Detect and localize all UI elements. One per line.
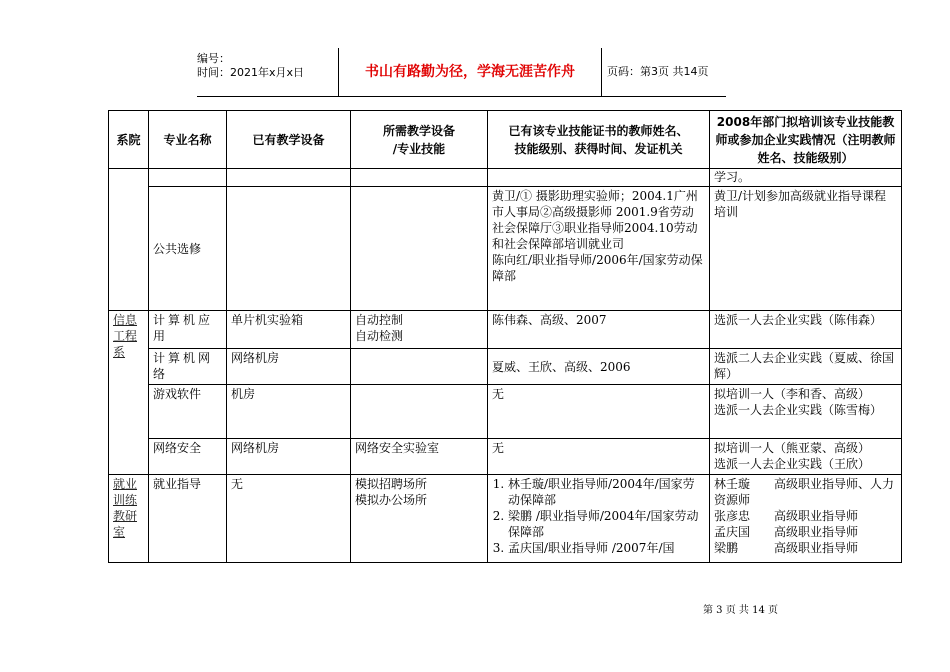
cell-plan: 选派二人去企业实践（夏威、徐国辉）: [710, 349, 902, 385]
cell-plan: 拟培训一人（熊亚蒙、高级） 选派一人去企业实践（王欣）: [710, 439, 902, 475]
cell-equipment: 单片机实验箱: [227, 311, 351, 349]
cell-needed: 网络安全实验室: [351, 439, 488, 475]
table-row: [109, 439, 902, 475]
cell-plan: 林壬璇 高级职业指导师、人力资源师 张彦忠 高级职业指导师 孟庆国 高级职业指导师 梁鹏 高级职业指导师: [710, 475, 902, 563]
cell-plan: 拟培训一人（李和香、高级） 选派一人去企业实践（陈雪梅）: [710, 385, 902, 439]
header-plan: 2008年部门拟培训该专业技能教师或参加企业实践情况（注明教师姓名、技能级别）: [710, 111, 902, 169]
cell-empty: [227, 169, 351, 187]
number-label: 编号：: [197, 52, 230, 65]
header-needed-line2: /专业技能: [392, 141, 446, 156]
list-item: 2. 梁鹏 /职业指导师/2004年/国家劳动保障部: [508, 508, 705, 540]
dept-info: 信息工程系: [109, 311, 149, 475]
dept-job: 就业训练教研室: [109, 475, 149, 563]
list-item: 3. 孟庆国/职业指导师 /2007年/国: [508, 540, 705, 556]
dept-cell-empty: [109, 169, 149, 311]
header-page-label: 页码：第3页 共14页: [607, 65, 709, 78]
header-teachers: [488, 111, 710, 169]
cell-teachers: [488, 475, 710, 563]
table-header-row: [109, 111, 902, 169]
header-dept: 系院: [109, 111, 149, 169]
cell-equipment: 机房: [227, 385, 351, 439]
cell-needed: 模拟招聘场所 模拟办公场所: [351, 475, 488, 563]
cell-major: 公共选修: [149, 187, 227, 311]
table-row: [109, 187, 902, 311]
header-equipment: 已有教学设备: [227, 111, 351, 169]
table-row: [109, 385, 902, 439]
teachers-list: [492, 476, 705, 556]
page-footer: 第 3 页 共 14 页: [703, 605, 778, 616]
cell-empty: [351, 169, 488, 187]
cell-teachers: 陈伟森、高级、2007: [488, 311, 710, 349]
cell-equipment: 网络机房: [227, 439, 351, 475]
table-row: [109, 475, 902, 563]
cell-major: 游戏软件: [149, 385, 227, 439]
header-meta: [197, 48, 339, 96]
list-item: 1. 林壬璇/职业指导师/2004年/国家劳动保障部: [508, 476, 705, 508]
table-row: [109, 169, 902, 187]
page-header: [197, 48, 726, 96]
header-needed-line1: 所需教学设备: [382, 123, 455, 138]
cell-empty: [488, 169, 710, 187]
header-major: 专业名称: [149, 111, 227, 169]
cell-needed: 自动控制 自动检测: [351, 311, 488, 349]
cell-equipment: 无: [227, 475, 351, 563]
cell-equipment: 网络机房: [227, 349, 351, 385]
cell-empty: [149, 169, 227, 187]
cell-plan: 选派一人去企业实践（陈伟森）: [710, 311, 902, 349]
cell-major: 计算机网络: [149, 349, 227, 385]
header-teachers-line1: 已有该专业技能证书的教师姓名、: [508, 123, 689, 138]
cell-empty: [351, 187, 488, 311]
header-teachers-line2: 技能级别、获得时间、发证机关: [514, 141, 683, 156]
cell-major: 就业指导: [149, 475, 227, 563]
table-row: [109, 311, 902, 349]
cell-teachers: [488, 187, 710, 311]
cell-needed: [351, 385, 488, 439]
cell-major: 网络安全: [149, 439, 227, 475]
date-label: 时间：2021年x月x日: [197, 66, 305, 79]
header-motto: 书山有路勤为径，学海无涯苦作舟: [339, 48, 602, 96]
cell-major: 计算机应用: [149, 311, 227, 349]
cell-plan: 黄卫/计划参加高级就业指导课程培训: [710, 187, 902, 311]
cell-teachers: 无: [488, 439, 710, 475]
cell-teachers-part2: 陈向红/职业指导师/2006年/国家劳动保障部: [492, 253, 703, 283]
training-table: [108, 110, 902, 563]
cell-empty: [227, 187, 351, 311]
cell-teachers: 夏威、王欣、高级、2006: [488, 349, 710, 385]
header-needed: [351, 111, 488, 169]
table-row: [109, 349, 902, 385]
cell-plan: 学习。: [710, 169, 902, 187]
header-divider: [197, 96, 726, 97]
cell-teachers-part1: 黄卫/① 摄影助理实验师；2004.1广州市人事局②高级摄影师 2001.9省劳动社会保障厅③职业指导师2004.10劳动和社会保障部培训就业司: [492, 189, 698, 251]
cell-teachers: 无: [488, 385, 710, 439]
cell-needed: [351, 349, 488, 385]
